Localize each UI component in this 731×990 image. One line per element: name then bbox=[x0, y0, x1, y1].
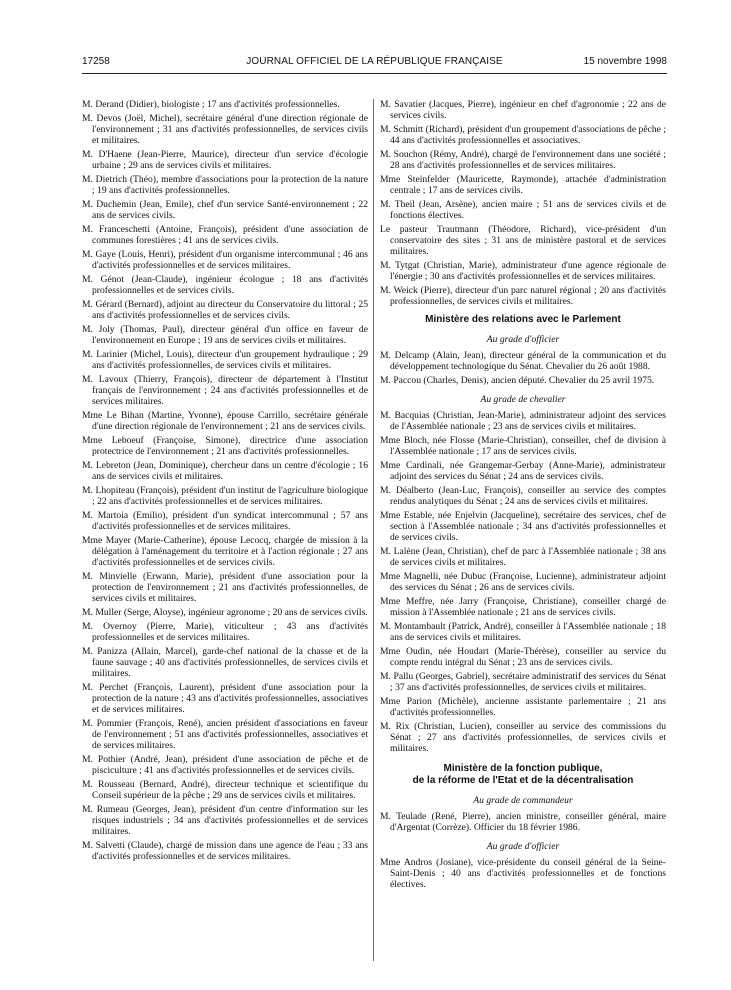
grade-heading-commandeur: Au grade de commandeur bbox=[473, 795, 573, 806]
list-item: Mme Bloch, née Flosse (Marie-Christian), conseiller, chef de division à l'Assemblée nationale ; 17 ans de services civils. bbox=[380, 435, 666, 457]
parlement-chevalier-list bbox=[380, 410, 666, 754]
list-item: M. Schmitt (Richard), président d'un groupement d'associations de pêche ; 44 ans d'activités professionnelles et associatives. bbox=[380, 124, 666, 146]
continued-entries bbox=[380, 99, 666, 307]
list-item: Mme Andros (Josiane), vice-présidente du conseil général de la Seine-Saint-Denis ; 40 ans d'activités professionnelles et de fonctions électives. bbox=[380, 857, 666, 890]
list-item: M. Lhopiteau (François), président d'un institut de l'agriculture biologique ; 22 ans d'activités professionnelles et de services militaires. bbox=[82, 485, 368, 507]
list-item: Mme Parion (Michèle), ancienne assistante parlementaire ; 21 ans d'activités professionnelles. bbox=[380, 696, 666, 718]
list-item: M. Joly (Thomas, Paul), directeur général d'un office en faveur de l'environnement en Europe ; 19 ans de services civils et militaires. bbox=[82, 324, 368, 346]
list-item: M. Martoia (Emilio), président d'un syndicat intercommunal ; 57 ans d'activités professionnelles et de services militaires. bbox=[82, 510, 368, 532]
list-item: M. Gaye (Louis, Henri), président d'un organisme intercommunal ; 46 ans d'activités professionnelles et de services militaires. bbox=[82, 249, 368, 271]
list-item: Mme Mayer (Marie-Catherine), épouse Lecocq, chargée de mission à la délégation à l'aménagement du territoire et à l'action régionale ; 27 ans d'activités professionnelles et de services civils. bbox=[82, 535, 368, 568]
list-item: Mme Meffre, née Jarry (Françoise, Christiane), conseiller chargé de mission à l'Assemblée nationale ; 21 ans de services civils. bbox=[380, 596, 666, 618]
list-item: Le pasteur Trautmann (Théodore, Richard), vice-président d'un conservatoire des sites ; 31 ans de ministère pastoral et de services militaires. bbox=[380, 224, 666, 257]
list-item: M. Salvetti (Claude), chargé de mission dans une agence de l'eau ; 33 ans d'activités professionnelles et de services militaires. bbox=[82, 840, 368, 862]
list-item: M. Dietrich (Théo), membre d'associations pour la protection de la nature ; 19 ans d'activités professionnelles. bbox=[82, 174, 368, 196]
list-item: M. Theil (Jean, Arsène), ancien maire ; 51 ans de services civils et de fonctions électives. bbox=[380, 199, 666, 221]
list-item: M. Duchemin (Jean, Emile), chef d'un service Santé-environnement ; 22 ans de services civils. bbox=[82, 199, 368, 221]
list-item: M. Savatier (Jacques, Pierre), ingénieur en chef d'agronomie ; 22 ans de services civils. bbox=[380, 99, 666, 121]
ministry-title-parlement: Ministère des relations avec le Parlement bbox=[425, 314, 621, 325]
journal-title: JOURNAL OFFICIEL DE LA RÉPUBLIQUE FRANÇAISE bbox=[246, 56, 503, 67]
page-number: 17258 bbox=[82, 56, 110, 67]
fonction-publique-officier-list bbox=[380, 857, 666, 890]
publication-date: 15 novembre 1998 bbox=[583, 56, 667, 67]
page-header bbox=[82, 56, 667, 70]
list-item: M. Souchon (Rémy, André), chargé de l'environnement dans une société ; 28 ans d'activités professionnelles et de services militaires. bbox=[380, 149, 666, 171]
list-item: M. Weick (Pierre), directeur d'un parc naturel régional ; 20 ans d'activités professionnelles, de services civils et militaires. bbox=[380, 285, 666, 307]
list-item: M. Rix (Christian, Lucien), conseiller au service des commissions du Sénat ; 27 ans d'activités professionnelles, de services civils et militaires. bbox=[380, 721, 666, 754]
list-item: M. Muller (Serge, Aloyse), ingénieur agronome ; 20 ans de services civils. bbox=[82, 607, 368, 618]
list-item: M. Derand (Didier), biologiste ; 17 ans d'activités professionnelles. bbox=[82, 99, 340, 110]
list-item: M. Paccou (Charles, Denis), ancien député. Chevalier du 25 avril 1975. bbox=[380, 375, 655, 386]
ministry-title-line-2: de la réforme de l'Etat et de la décentralisation bbox=[412, 775, 634, 786]
list-item: M. Delcamp (Alain, Jean), directeur général de la communication et du développement technologique du Sénat. Chevalier du 26 août 1988. bbox=[380, 350, 666, 372]
list-item: M. Franceschetti (Antoine, François), président d'une association de communes forestières ; 41 ans de services civils. bbox=[82, 224, 368, 246]
list-item: M. Larinier (Michel, Louis), directeur d'un groupement hydraulique ; 29 ans d'activités professionnelles, de services civils et militaires. bbox=[82, 349, 368, 371]
grade-heading-chevalier: Au grade de chevalier bbox=[480, 394, 566, 405]
list-item: M. Tytgat (Christian, Marie), administrateur d'une agence régionale de l'énergie ; 30 ans d'activités professionnelles et de services militaires. bbox=[380, 260, 666, 282]
list-item: Mme Leboeuf (Françoise, Simone), directrice d'une association protectrice de l'environnement ; 21 ans d'activités professionnelles. bbox=[82, 435, 368, 457]
list-item: M. Overnoy (Pierre, Marie), viticulteur ; 43 ans d'activités professionnelles et de services militaires. bbox=[82, 621, 368, 643]
list-item: M. Perchet (François, Laurent), président d'une association pour la protection de la nature ; 43 ans d'activités professionnelles, associatives et de services militaires. bbox=[82, 682, 368, 715]
list-item: Mme Steinfelder (Mauricette, Raymonde), attachée d'administration centrale ; 17 ans de services civils. bbox=[380, 174, 666, 196]
list-item: Mme Cardinali, née Grangemar-Gerbay (Anne-Marie), administrateur adjoint des services du Sénat ; 24 ans de services civils. bbox=[380, 460, 666, 482]
list-item: M. Minvielle (Erwann, Marie), président d'une association pour la protection de l'environnement ; 21 ans d'activités professionnelles, de services civils et militaires. bbox=[82, 571, 368, 604]
fonction-publique-commandeur-list bbox=[380, 811, 666, 833]
list-item: M. Pallu (Georges, Gabriel), secrétaire administratif des services du Sénat ; 37 ans d'activités professionnelles, de services civils et militaires. bbox=[380, 671, 666, 693]
list-item: M. Pommier (François, René), ancien président d'associations en faveur de l'environnement ; 51 ans d'activités professionnelles, associatives et de services militaires. bbox=[82, 718, 368, 751]
list-item: Mme Le Bihan (Martine, Yvonne), épouse Carrillo, secrétaire générale d'une direction régionale de l'environnement ; 21 ans de services civils. bbox=[82, 410, 368, 432]
list-item: M. Génot (Jean-Claude), ingénieur écologue ; 18 ans d'activités professionnelles et de services civils. bbox=[82, 274, 368, 296]
list-item: Mme Magnelli, née Dubuc (Françoise, Lucienne), administrateur adjoint des services du Sénat ; 26 ans de services civils. bbox=[380, 571, 666, 593]
list-item: M. Lavoux (Thierry, François), directeur de département à l'Institut français de l'environnement ; 24 ans d'activités professionnelles et de services militaires. bbox=[82, 374, 368, 407]
list-item: M. Teulade (René, Pierre), ancien ministre, conseiller général, maire d'Argentat (Corrèze). Officier du 18 février 1986. bbox=[380, 811, 666, 833]
list-item: M. Devos (Joël, Michel), secrétaire général d'une direction régionale de l'environnement ; 31 ans d'activités professionnelles, de services civils et militaires. bbox=[82, 113, 368, 146]
list-item: M. Rumeau (Georges, Jean), président d'un centre d'information sur les risques industriels ; 34 ans d'activités professionnelles et de services militaires. bbox=[82, 804, 368, 837]
list-item: M. Déalberto (Jean-Luc, François), conseiller au service des comptes rendus analytiques du Sénat ; 24 ans de services civils et militaires. bbox=[380, 485, 666, 507]
grade-heading-officier-fp: Au grade d'officier bbox=[486, 841, 560, 852]
list-item: M. Montambault (Patrick, André), conseiller à l'Assemblée nationale ; 18 ans de services civils et militaires. bbox=[380, 621, 666, 643]
list-item: M. Panizza (Allain, Marcel), garde-chef national de la chasse et de la faune sauvage ; 40 ans d'activités professionnelles, de services civils et militaires. bbox=[82, 646, 368, 679]
list-item: Mme Estable, née Enjelvin (Jacqueline), secrétaire des services, chef de section à l'Assemblée nationale ; 34 ans d'activités professionnelles et de services civils. bbox=[380, 510, 666, 543]
list-item: M. Bacquias (Christian, Jean-Marie), administrateur adjoint des services de l'Assemblée nationale ; 23 ans de services civils et militaires. bbox=[380, 410, 666, 432]
grade-heading-officier: Au grade d'officier bbox=[486, 334, 560, 345]
header-rule bbox=[82, 73, 667, 74]
list-item: M. Pothier (André, Jean), président d'une association de pêche et de pisciculture ; 41 ans d'activités professionnelles et de services civils. bbox=[82, 754, 368, 776]
list-item: M. Rousseau (Bernard, André), directeur technique et scientifique du Conseil supérieur de la pêche ; 29 ans de services civils et militaires. bbox=[82, 779, 368, 801]
column-separator bbox=[373, 99, 374, 961]
parlement-officier-list bbox=[380, 350, 666, 386]
ministry-title-fonction-publique bbox=[380, 763, 666, 787]
list-item: Mme Oudin, née Houdart (Marie-Thérèse), conseiller au service du compte rendu intégral du Sénat ; 23 ans de services civils. bbox=[380, 646, 666, 668]
list-item: M. Gérard (Bernard), adjoint au directeur du Conservatoire du littoral ; 25 ans d'activités professionnelles et de services civils. bbox=[82, 299, 368, 321]
ministry-title-line-1: Ministère de la fonction publique, bbox=[443, 763, 603, 774]
left-column bbox=[82, 99, 368, 865]
list-item: M. Lalène (Jean, Christian), chef de parc à l'Assemblée nationale ; 38 ans de services civils et militaires. bbox=[380, 546, 666, 568]
list-item: M. Lebreton (Jean, Dominique), chercheur dans un centre d'écologie ; 16 ans de services civils et militaires. bbox=[82, 460, 368, 482]
right-column bbox=[380, 99, 666, 893]
list-item: M. D'Haene (Jean-Pierre, Maurice), directeur d'un service d'écologie urbaine ; 29 ans de services civils et militaires. bbox=[82, 149, 368, 171]
